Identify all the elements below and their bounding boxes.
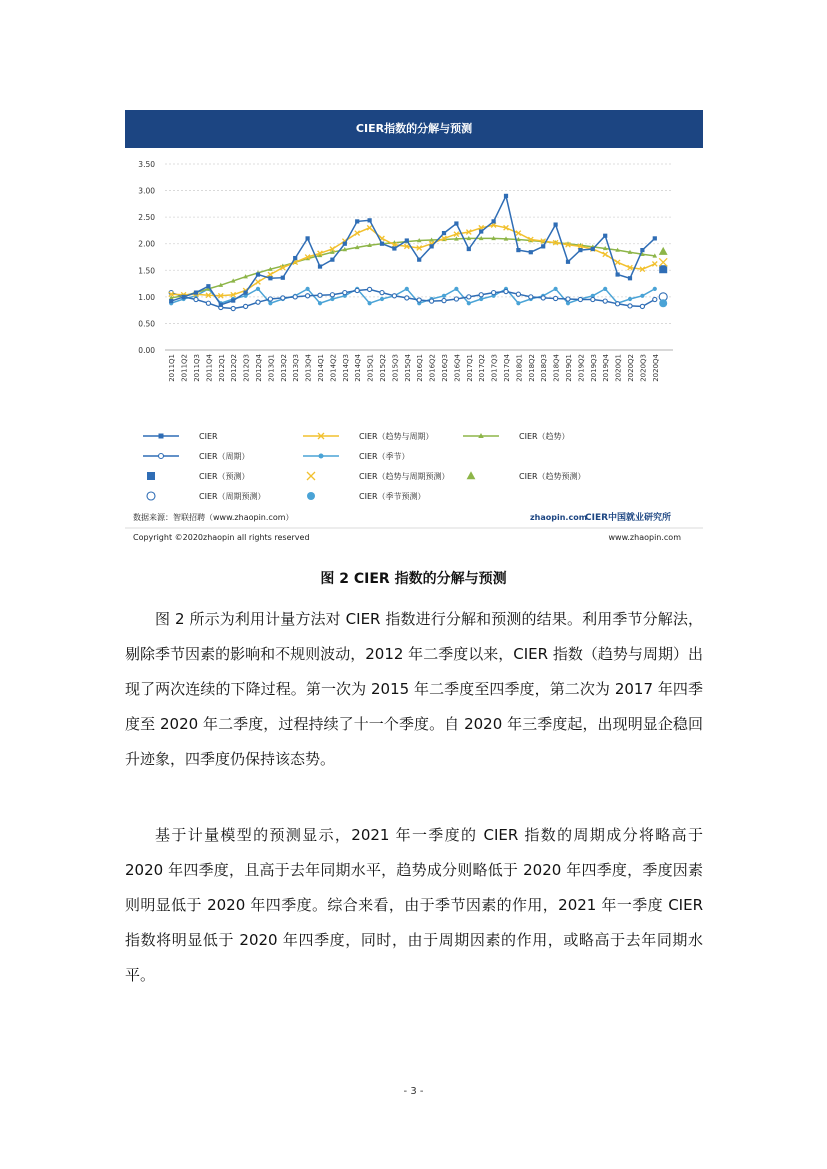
x-tick-label: 2012Q3 [242, 354, 251, 382]
paragraph-2: 基于计量模型的预测显示，2021 年一季度的 CIER 指数的周期成分将略高于 2020 年四季度，且高于去年同期水平，趋势成分则略低于 2020 年四季度，季度因素则明显低于 2020 年四季度。综合来看，由于季节因素的作用，2021 年一季度 CIER 指数将明显低于 2020 年四季度，同时，由于周期因素的作用，或略高于去年同期水平。 [125, 826, 703, 984]
data-point [628, 276, 632, 280]
x-tick-label: 2020Q3 [639, 354, 648, 382]
data-point [330, 258, 334, 262]
data-point [281, 276, 285, 280]
legend-marker [159, 454, 164, 459]
legend-label: CIER（预测） [199, 472, 250, 481]
x-tick-label: 2013Q4 [304, 354, 313, 382]
data-point [405, 238, 409, 242]
data-point [330, 293, 334, 297]
x-tick-label: 2016Q4 [453, 354, 462, 382]
data-point [492, 219, 496, 223]
x-tick-label: 2012Q2 [230, 354, 239, 382]
data-point [603, 287, 607, 291]
legend-label: CIER（趋势预测） [519, 472, 586, 481]
data-point [256, 280, 261, 285]
x-tick-label: 2017Q1 [465, 354, 474, 382]
x-tick-label: 2012Q1 [217, 354, 226, 382]
data-point [603, 234, 607, 238]
data-point [529, 295, 533, 299]
legend-label: CIER（季节） [359, 452, 410, 461]
website: www.zhaopin.com [608, 533, 681, 542]
x-tick-label: 2013Q2 [279, 354, 288, 382]
copyright: Copyright ©2020zhaopin all rights reserved [133, 533, 310, 542]
data-point [578, 248, 582, 252]
x-tick-label: 2018Q3 [540, 354, 549, 382]
data-point [430, 299, 434, 303]
data-point [541, 244, 545, 248]
x-tick-label: 2016Q2 [428, 354, 437, 382]
data-point [504, 289, 508, 293]
x-tick-label: 2012Q4 [255, 354, 263, 382]
x-tick-label: 2015Q4 [403, 354, 412, 382]
data-point [206, 301, 210, 305]
data-point [417, 298, 421, 302]
x-tick-label: 2014Q2 [329, 354, 338, 382]
data-point [554, 287, 558, 291]
data-point [504, 194, 508, 198]
data-point [492, 291, 496, 295]
x-tick-label: 2018Q2 [527, 354, 536, 382]
legend-label: CIER（周期） [199, 452, 250, 461]
data-point [516, 301, 520, 305]
data-point [591, 247, 595, 251]
chart-figure [125, 110, 703, 548]
y-tick-label: 2.00 [138, 239, 155, 249]
legend-marker [147, 492, 155, 500]
data-point [306, 236, 310, 240]
forecast-point [659, 247, 668, 255]
legend-label: CIER（趋势与周期） [359, 432, 434, 441]
x-tick-label: 2011Q1 [168, 354, 177, 382]
y-tick-label: 0.50 [138, 319, 155, 329]
data-point [355, 288, 359, 292]
data-point [293, 256, 297, 260]
data-point [380, 297, 384, 301]
x-tick-label: 2016Q3 [441, 354, 449, 382]
legend-marker [159, 434, 164, 439]
series-line [171, 225, 655, 296]
x-tick-label: 2018Q1 [515, 354, 524, 382]
x-tick-label: 2013Q1 [267, 354, 276, 382]
data-point [479, 229, 483, 233]
chart-svg [125, 148, 703, 548]
data-point [318, 301, 322, 305]
data-point [454, 221, 458, 225]
data-point [566, 301, 570, 305]
data-point [541, 296, 545, 300]
data-point [616, 272, 620, 276]
data-point [653, 297, 657, 301]
data-point [281, 296, 285, 300]
data-point [268, 297, 272, 301]
data-point [479, 293, 483, 297]
x-tick-label: 2019Q2 [577, 354, 586, 382]
data-point [653, 236, 657, 240]
data-point [368, 301, 372, 305]
data-point [256, 287, 260, 291]
data-point [430, 244, 434, 248]
data-point [231, 298, 235, 302]
data-point [442, 231, 446, 235]
data-point [231, 306, 235, 310]
data-point [603, 299, 607, 303]
data-point [194, 291, 198, 295]
data-point [578, 297, 582, 301]
y-tick-label: 3.00 [138, 186, 155, 196]
data-point [628, 297, 632, 301]
data-point [616, 302, 620, 306]
x-tick-label: 2011Q3 [193, 354, 201, 382]
data-point [256, 272, 260, 276]
data-point [318, 264, 322, 268]
x-tick-label: 2015Q3 [391, 354, 400, 382]
data-point [640, 304, 644, 308]
x-tick-label: 2020Q4 [651, 354, 660, 382]
x-tick-label: 2011Q2 [180, 354, 189, 382]
x-tick-label: 2014Q4 [354, 354, 363, 382]
data-point [628, 304, 632, 308]
figure-caption: 图 2 CIER 指数的分解与预测 [320, 571, 507, 587]
data-point [467, 247, 471, 251]
x-tick-label: 2019Q3 [589, 354, 598, 382]
x-tick-label: 2015Q2 [379, 354, 387, 382]
data-point [306, 294, 310, 298]
page-number: - 3 - [403, 1086, 424, 1097]
forecast-point [659, 265, 667, 273]
x-tick-label: 2020Q2 [627, 354, 635, 382]
data-point [268, 276, 272, 280]
y-tick-label: 1.00 [138, 292, 155, 302]
chart-title-bar: CIER指数的分解与预测 [125, 110, 703, 148]
data-point [244, 304, 248, 308]
legend-marker [467, 471, 476, 479]
data-point [479, 297, 483, 301]
data-point [566, 260, 570, 264]
x-tick-label: 2014Q3 [341, 354, 350, 382]
data-point [368, 218, 372, 222]
data-point [554, 296, 558, 300]
x-tick-label: 2011Q4 [205, 354, 214, 382]
x-tick-label: 2017Q2 [478, 354, 487, 382]
x-tick-label: 2018Q4 [552, 354, 561, 382]
y-tick-label: 0.00 [138, 346, 155, 355]
legend-marker [307, 472, 315, 480]
data-point [380, 291, 384, 295]
data-point [268, 301, 272, 305]
x-tick-label: 2019Q4 [602, 354, 611, 382]
data-point [417, 258, 421, 262]
data-point [343, 291, 347, 295]
data-point [219, 303, 223, 307]
data-point [516, 292, 520, 296]
data-point [343, 242, 347, 246]
data-point [405, 287, 409, 291]
data-point [442, 294, 446, 298]
x-tick-label: 2013Q3 [292, 354, 301, 382]
data-point [194, 297, 198, 301]
x-tick-label: 2016Q1 [416, 354, 425, 382]
data-point [591, 297, 595, 301]
data-point [368, 287, 372, 291]
x-tick-label: 2014Q1 [317, 354, 325, 382]
data-point [392, 246, 396, 250]
y-tick-label: 3.50 [138, 160, 155, 169]
cier-logo: CIER中国就业研究所 [585, 513, 672, 523]
data-point [256, 300, 260, 304]
data-point [392, 294, 396, 298]
paragraph-1: 图 2 所示为利用计量方法对 CIER 指数进行分解和预测的结果。利用季节分解法，剔除季节因素的影响和不规则波动，2012 年二季度以来，CIER 指数（趋势与周期）出现了两次连续的下降过程。第一次为 2015 年二季度至四季度，第二次为 2017 年四季度至 2020 年二季度，过程持续了十一个季度。自 2020 年三季度起，出现明显企稳回升迹象，四季度仍保持该态势。 [125, 610, 703, 768]
forecast-point [659, 258, 667, 266]
legend-label: CIER（周期预测） [199, 492, 266, 501]
data-point [355, 219, 359, 223]
legend-label: CIER [199, 432, 218, 441]
data-point [169, 299, 173, 303]
data-point [318, 293, 322, 297]
data-point [554, 222, 558, 226]
data-point [640, 248, 644, 252]
data-point [653, 287, 657, 291]
legend-label: CIER（趋势） [519, 432, 570, 441]
zhaopin-logo: zhaopin.com [530, 513, 588, 522]
x-tick-label: 2019Q1 [565, 354, 573, 382]
data-point [467, 295, 471, 299]
data-point [640, 294, 644, 298]
data-point [206, 284, 210, 288]
forecast-point [659, 299, 667, 307]
y-tick-label: 1.50 [138, 266, 155, 276]
legend-marker [319, 454, 324, 459]
data-point [244, 291, 248, 295]
data-source: 数据来源：智联招聘（www.zhaopin.com） [133, 513, 294, 522]
data-point [454, 287, 458, 291]
data-point [516, 248, 520, 252]
data-point [454, 297, 458, 301]
data-point [306, 287, 310, 291]
data-point [330, 297, 334, 301]
data-point [293, 295, 297, 299]
data-point [566, 297, 570, 301]
data-point [182, 295, 186, 299]
data-point [529, 250, 533, 254]
y-tick-label: 2.50 [138, 213, 155, 223]
data-point [467, 301, 471, 305]
data-point [405, 296, 409, 300]
x-tick-label: 2017Q3 [490, 354, 499, 382]
data-point [380, 242, 384, 246]
legend-marker [147, 472, 155, 480]
legend-marker [307, 492, 315, 500]
legend-label: CIER（季节预测） [359, 492, 426, 501]
legend-label: CIER（趋势与周期预测） [359, 472, 450, 481]
x-tick-label: 2017Q4 [503, 354, 511, 382]
data-point [442, 298, 446, 302]
x-tick-label: 2015Q1 [366, 354, 375, 382]
x-tick-label: 2020Q1 [614, 354, 623, 382]
